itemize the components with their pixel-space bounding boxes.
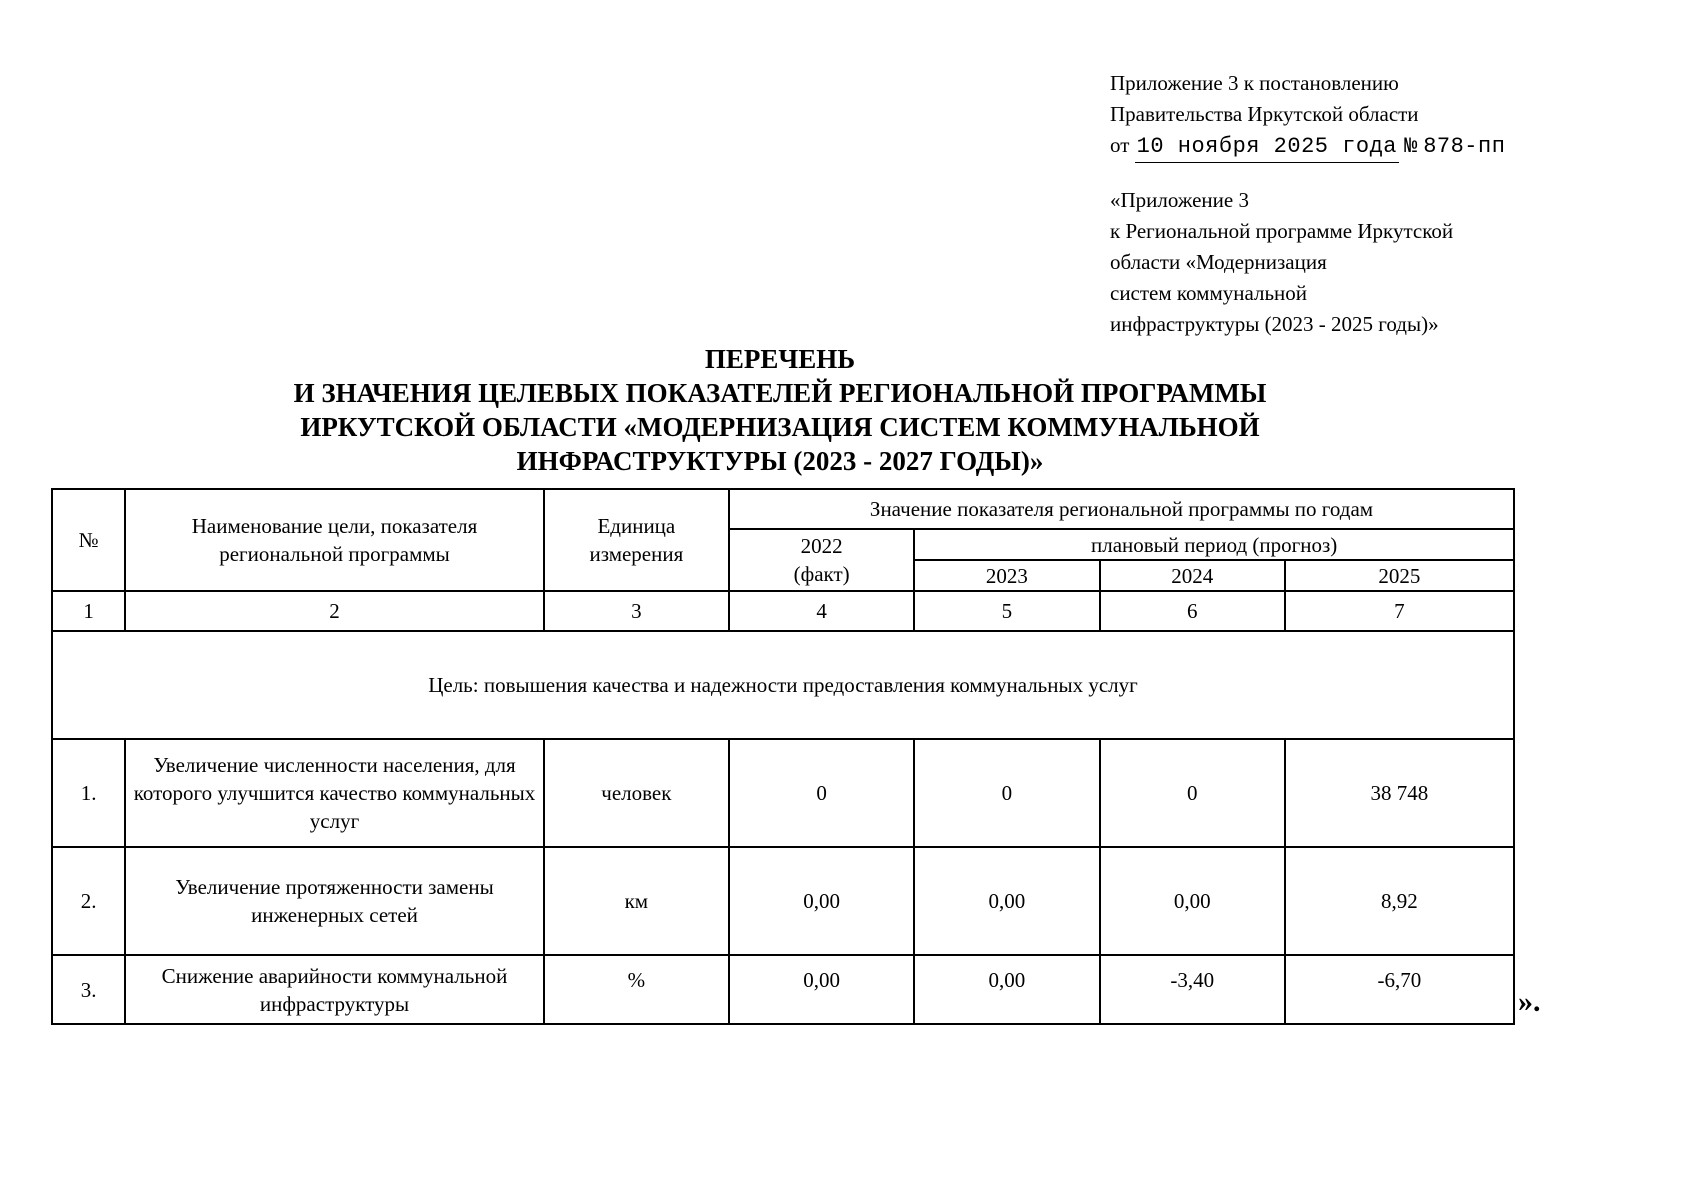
column-number: 6 [1100, 591, 1285, 631]
column-number: 4 [729, 591, 914, 631]
indicators-table [51, 488, 1515, 1025]
indicator-name: Увеличение протяженности замены инженерных сетей [125, 847, 543, 955]
header-plan-group: плановый период (прогноз) [914, 529, 1514, 560]
header-fact-2022 [729, 529, 914, 591]
from-label: от [1110, 133, 1130, 157]
value-2022: 0,00 [729, 955, 914, 1024]
column-number: 1 [52, 591, 125, 631]
value-2023: 0 [914, 739, 1099, 847]
header-year-2025: 2025 [1285, 560, 1514, 591]
header-fact-label: (факт) [793, 562, 850, 586]
program-ref-line-4: систем коммунальной [1110, 281, 1308, 305]
column-number: 5 [914, 591, 1099, 631]
value-2024: -3,40 [1100, 955, 1285, 1024]
closing-quote: ». [1518, 985, 1541, 1018]
resolution-date-line [1110, 130, 1505, 163]
value-2022: 0 [729, 739, 914, 847]
value-2025: -6,70 [1285, 955, 1514, 1024]
value-2024: 0 [1100, 739, 1285, 847]
program-ref-line-2: к Региональной программе Иркутской [1110, 219, 1454, 243]
header-fact-year: 2022 [800, 534, 843, 558]
table-row [52, 739, 1514, 847]
value-2025: 8,92 [1285, 847, 1514, 955]
value-2024: 0,00 [1100, 847, 1285, 955]
resolution-number: 878-пп [1423, 134, 1506, 159]
value-2022: 0,00 [729, 847, 914, 955]
program-ref-line-5: инфраструктуры (2023 - 2025 годы)» [1110, 312, 1439, 336]
column-number-row [52, 591, 1514, 631]
header-year-2023: 2023 [914, 560, 1099, 591]
row-number: 2. [52, 847, 125, 955]
indicator-name: Увеличение численности населения, для которого улучшится качество коммунальных услуг [125, 739, 543, 847]
header-values-group: Значение показателя региональной программы по годам [729, 489, 1514, 529]
indicator-name: Снижение аварийности коммунальной инфраструктуры [125, 955, 543, 1024]
program-reference-block [1110, 185, 1453, 340]
column-number: 3 [544, 591, 729, 631]
indicator-unit: % [544, 955, 729, 1024]
header-year-2024: 2024 [1100, 560, 1285, 591]
header-name: Наименование цели, показателя региональной программы [125, 489, 543, 591]
title-line-1: ПЕРЕЧЕНЬ [704, 344, 856, 374]
table-row [52, 847, 1514, 955]
row-number: 3. [52, 955, 125, 1024]
program-ref-line-3: области «Модернизация [1110, 250, 1327, 274]
title-line-2: И ЗНАЧЕНИЯ ЦЕЛЕВЫХ ПОКАЗАТЕЛЕЙ РЕГИОНАЛЬНОЙ ПРОГРАММЫ [293, 378, 1267, 408]
row-number: 1. [52, 739, 125, 847]
appendix-line-2: Правительства Иркутской области [1110, 102, 1419, 126]
indicator-unit: человек [544, 739, 729, 847]
goal-row [52, 631, 1514, 739]
value-2025: 38 748 [1285, 739, 1514, 847]
header-num: № [52, 489, 125, 591]
value-2023: 0,00 [914, 847, 1099, 955]
header-row [52, 489, 1514, 529]
value-2023: 0,00 [914, 955, 1099, 1024]
resolution-date: 10 ноября 2025 года [1135, 131, 1399, 163]
appendix-block [1110, 68, 1505, 163]
title-line-3: ИРКУТСКОЙ ОБЛАСТИ «МОДЕРНИЗАЦИЯ СИСТЕМ КОММУНАЛЬНОЙ [300, 412, 1260, 442]
indicator-unit: км [544, 847, 729, 955]
column-number: 2 [125, 591, 543, 631]
goal-text: Цель: повышения качества и надежности предоставления коммунальных услуг [52, 631, 1514, 739]
column-number: 7 [1285, 591, 1514, 631]
title-line-4: ИНФРАСТРУКТУРЫ (2023 - 2027 ГОДЫ)» [516, 446, 1044, 476]
program-ref-line-1: «Приложение 3 [1110, 188, 1249, 212]
header-unit: Единица измерения [544, 489, 729, 591]
document-title [50, 342, 1510, 478]
appendix-line-1: Приложение 3 к постановлению [1110, 71, 1399, 95]
number-label: № [1404, 134, 1418, 159]
table-row [52, 955, 1514, 1024]
